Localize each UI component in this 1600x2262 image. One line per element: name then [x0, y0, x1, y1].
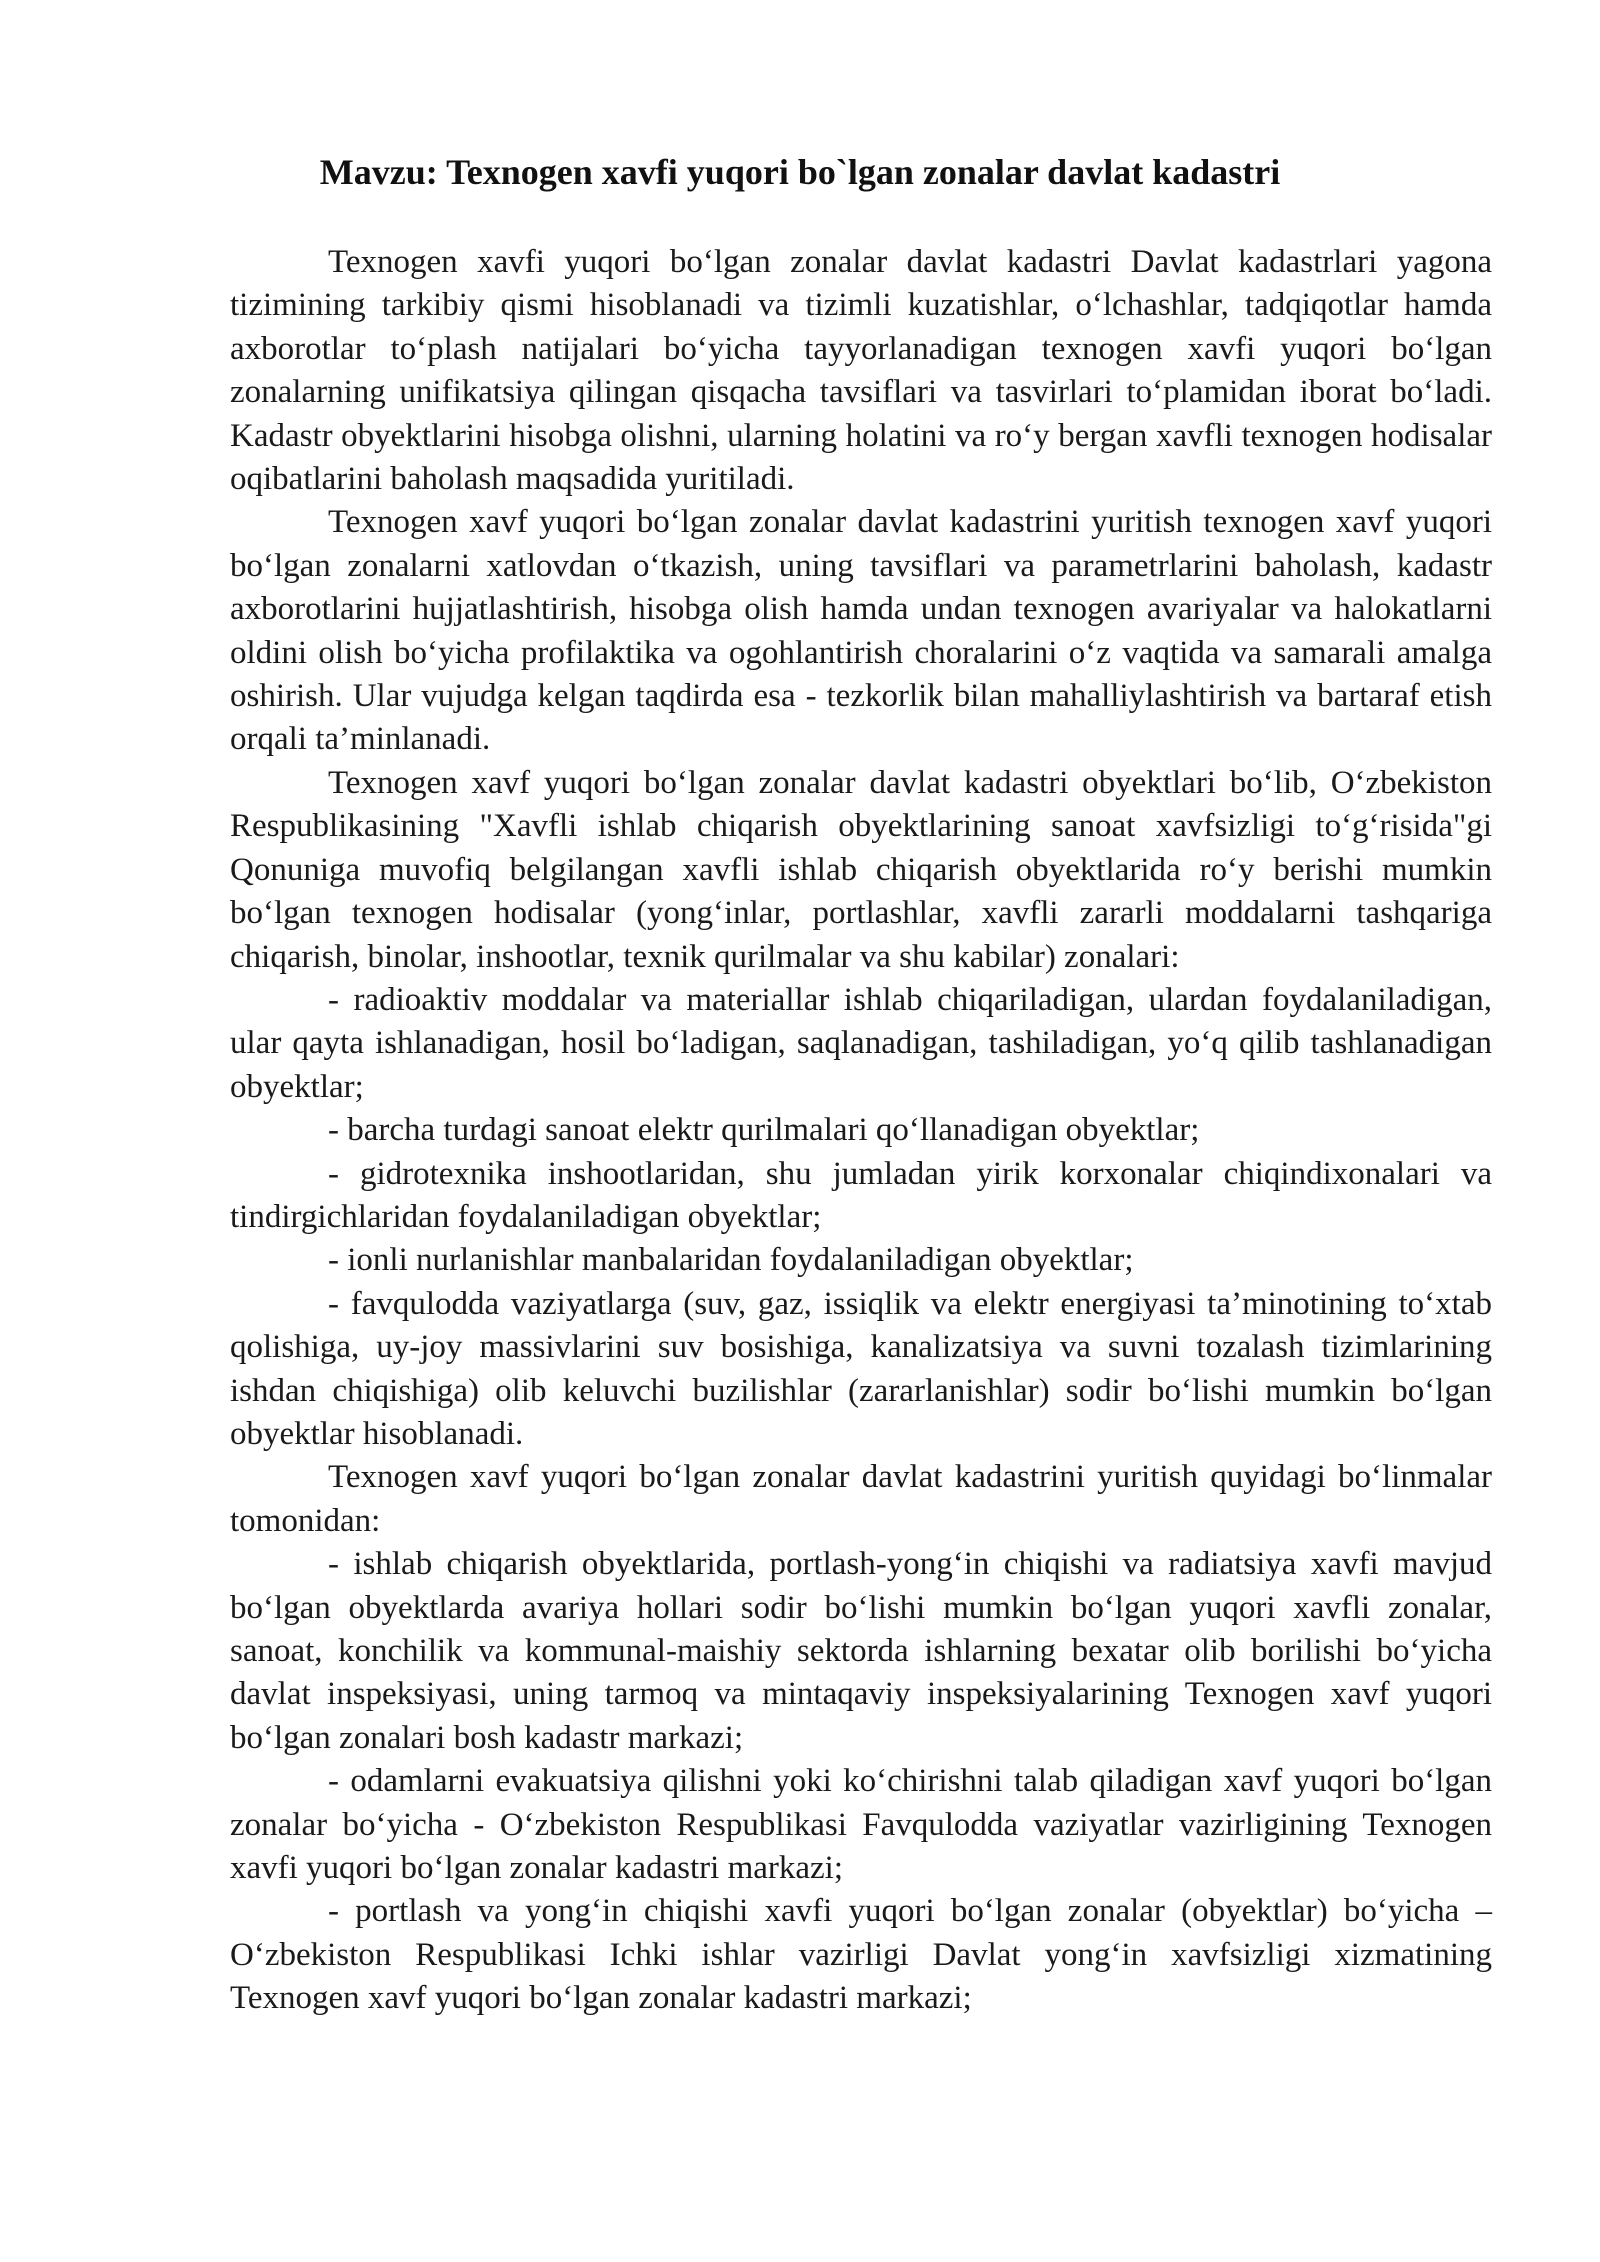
- list-item: - radioaktiv moddalar va materiallar ishlab chiqariladigan, ulardan foydalaniladigan, ular qayta ishlanadigan, hosil bo‘ladigan, saqlanadigan, tashiladigan, yo‘q qilib tashlanadigan obyektlar;: [230, 981, 1492, 1105]
- list-item: - barcha turdagi sanoat elektr qurilmalari qo‘llanadigan obyektlar;: [328, 1112, 1200, 1149]
- paragraph: Texnogen xavf yuqori bo‘lgan zonalar davlat kadastrini yuritish texnogen xavf yuqori bo‘lgan zonalarni xatlovdan o‘tkazish, uning tavsiflari va parametrlarini baholash, kadastr axborotlarini hujjatlashtirish, hisobga olish hamda undan texnogen avariyalar va halokatlarni oldini olish bo‘yicha profilaktika va ogohlantirish choralarini o‘z vaqtida va samarali amalga oshirish. Ular vujudga kelgan taqdirda esa - tezkorlik bilan mahalliylashtirish va bartaraf etish orqali ta’minlanadi.: [230, 504, 1492, 758]
- list-item: - odamlarni evakuatsiya qilishni yoki ko‘chirishni talab qiladigan xavf yuqori bo‘lgan zonalar bo‘yicha - O‘zbekiston Respublikasi Favqulodda vaziyatlar vazirligining Texnogen xavfi yuqori bo‘lgan zonalar kadastri markazi;: [230, 1763, 1492, 1887]
- page-title: Mavzu: Texnogen xavfi yuqori bo`lgan zonalar davlat kadastri: [319, 152, 1281, 192]
- list-item: - portlash va yong‘in chiqishi xavfi yuqori bo‘lgan zonalar (obyektlar) bo‘yicha – O‘zbekiston Respublikasi Ichki ishlar vazirligi Davlat yong‘in xavfsizligi xizmatining Texnogen xavf yuqori bo‘lgan zonalar kadastri markazi;: [230, 1893, 1492, 2017]
- list-item: - gidrotexnika inshootlaridan, shu jumladan yirik korxonalar chiqindixonalari va tindirgichlaridan foydalaniladigan obyektlar;: [230, 1155, 1492, 1235]
- list-item: - ionli nurlanishlar manbalaridan foydalaniladigan obyektlar;: [328, 1242, 1134, 1279]
- paragraph: Texnogen xavfi yuqori bo‘lgan zonalar davlat kadastri Davlat kadastrlari yagona tizimining tarkibiy qismi hisoblanadi va tizimli kuzatishlar, o‘lchashlar, tadqiqotlar hamda axborotlar to‘plash natijalari bo‘yicha tayyorlanadigan texnogen xavfi yuqori bo‘lgan zonalarning unifikatsiya qilingan qisqacha tavsiflari va tasvirlari to‘plamidan iborat bo‘ladi. Kadastr obyektlarini hisobga olishni, ularning holatini va ro‘y bergan xavfli texnogen hodisalar oqibatlarini baholash maqsadida yuritiladi.: [230, 244, 1492, 498]
- list-item: - ishlab chiqarish obyektlarida, portlash-yong‘in chiqishi va radiatsiya xavfi mavjud bo‘lgan obyektlarda avariya hollari sodir bo‘lishi mumkin bo‘lgan yuqori xavfli zonalar, sanoat, konchilik va kommunal-maishiy sektorda ishlarning bexatar olib borilishi bo‘yicha davlat inspeksiyasi, uning tarmoq va mintaqaviy inspeksiyalarining Texnogen xavf yuqori bo‘lgan zonalari bosh kadastr markazi;: [230, 1546, 1492, 1756]
- document-body: [230, 241, 1492, 2021]
- paragraph: Texnogen xavf yuqori bo‘lgan zonalar davlat kadastri obyektlari bo‘lib, O‘zbekiston Respublikasining "Xavfli ishlab chiqarish obyektlarining sanoat xavfsizligi to‘g‘risida"gi Qonuniga muvofiq belgilangan xavfli ishlab chiqarish obyektlarida ro‘y berishi mumkin bo‘lgan texnogen hodisalar (yong‘inlar, portlashlar, xavfli zararli moddalarni tashqariga chiqarish, binolar, inshootlar, texnik qurilmalar va shu kabilar) zonalari:: [230, 764, 1492, 975]
- paragraph: Texnogen xavf yuqori bo‘lgan zonalar davlat kadastrini yuritish quyidagi bo‘linmalar tomonidan:: [230, 1459, 1492, 1539]
- list-item: - favqulodda vaziyatlarga (suv, gaz, issiqlik va elektr energiyasi ta’minotining to‘xtab qolishiga, uy-joy massivlarini suv bosishiga, kanalizatsiya va suvni tozalash tizimlarining ishdan chiqishiga) olib keluvchi buzilishlar (zararlanishlar) sodir bo‘lishi mumkin bo‘lgan obyektlar hisoblanadi.: [230, 1285, 1492, 1452]
